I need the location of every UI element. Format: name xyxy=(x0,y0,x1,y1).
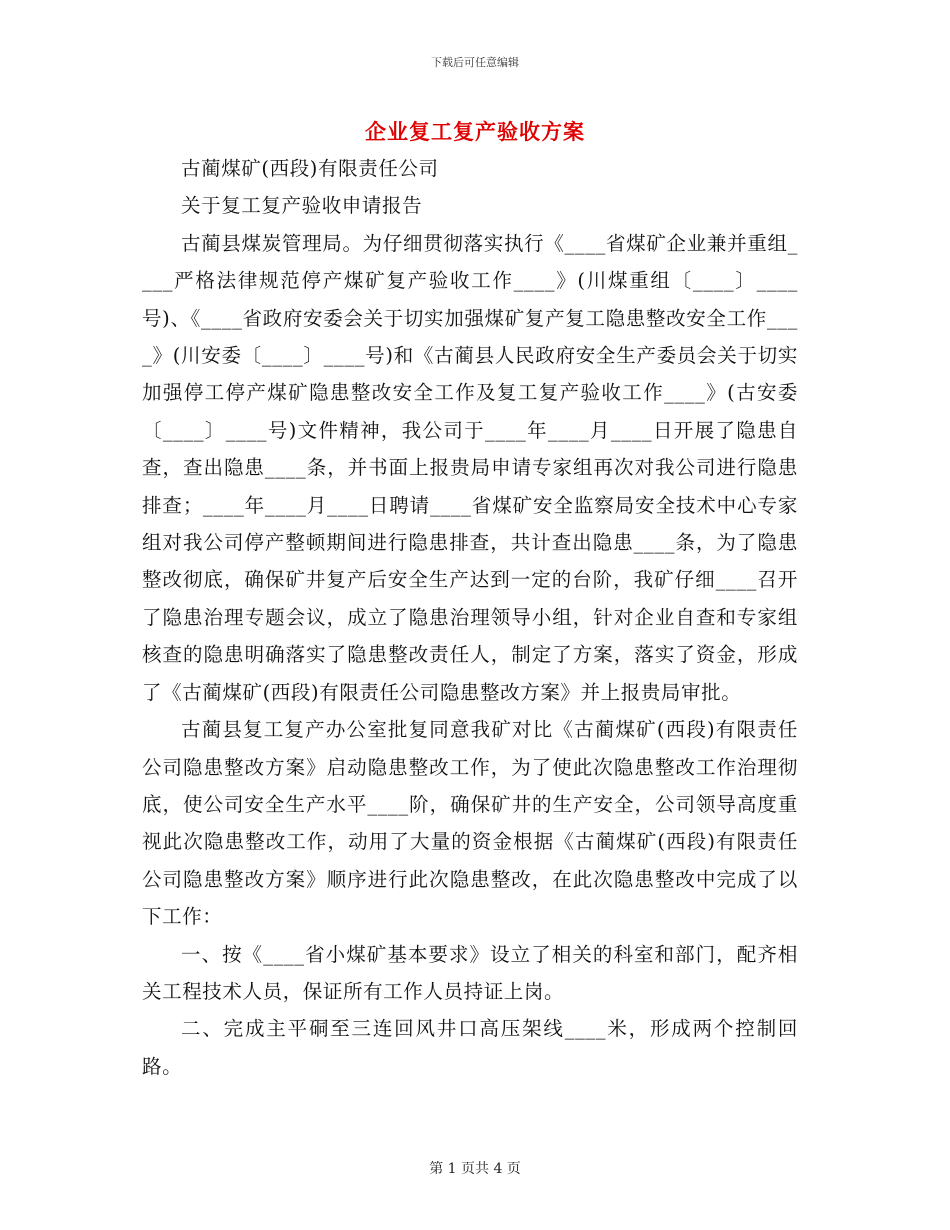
body-paragraph: 古蔺县复工复产办公室批复同意我矿对比《古蔺煤矿(西段)有限责任公司隐患整改方案》启动隐患整改工作，为了使此次隐患整改工作治理彻底，使公司安全生产水平____阶，确保矿井的生产安全，公司领导高度重视此次隐患整改工作，动用了大量的资金根据《古蔺煤矿(西段)有限责任公司隐患整改方案》顺序进行此次隐患整改，在此次隐患整改中完成了以下工作： xyxy=(142,718,798,929)
company-name-line: 古蔺煤矿(西段)有限责任公司 xyxy=(181,157,439,180)
body-paragraph: 二、完成主平硐至三连回风井口高压架线____米，形成两个控制回路。 xyxy=(142,1017,798,1078)
document-body xyxy=(142,150,798,1085)
document-title: 企业复工复产验收方案 xyxy=(365,119,585,144)
report-subject-line: 关于复工复产验收申请报告 xyxy=(181,194,423,218)
body-paragraph: 一、按《____省小煤矿基本要求》设立了相关的科室和部门，配齐相关工程技术人员，保证所有工作人员持证上岗。 xyxy=(142,942,798,1003)
header-note: 下载后可任意编辑 xyxy=(431,56,519,69)
page-footer: 第 1 页共 4 页 xyxy=(429,1161,521,1177)
body-paragraph: 古蔺县煤炭管理局。为仔细贯彻落实执行《____省煤矿企业兼并重组____严格法律规范停产煤矿复产验收工作____》(川煤重组〔____〕____号)、《____省政府安委会关于切实加强煤矿复产复工隐患整改安全工作____》(川安委〔____〕____号)和《古蔺县人民政府安全生产委员会关于切实加强停工停产煤矿隐患整改安全工作及复工复产验收工作____》(古安委〔____〕____号)文件精神，我公司于____年____月____日开展了隐患自查，查出隐患____条，并书面上报贵局申请专家组再次对我公司进行隐患排查；____年____月____日聘请____省煤矿安全监察局安全技术中心专家组对我公司停产整顿期间进行隐患排查，共计查出隐患____条，为了隐患整改彻底，确保矿井复产后安全生产达到一定的台阶，我矿仔细____召开了隐患治理专题会议，成立了隐患治理领导小组，针对企业自查和专家组核查的隐患明确落实了隐患整改责任人，制定了方案，落实了资金，形成了《古蔺煤矿(西段)有限责任公司隐患整改方案》并上报贵局审批。 xyxy=(142,231,798,704)
